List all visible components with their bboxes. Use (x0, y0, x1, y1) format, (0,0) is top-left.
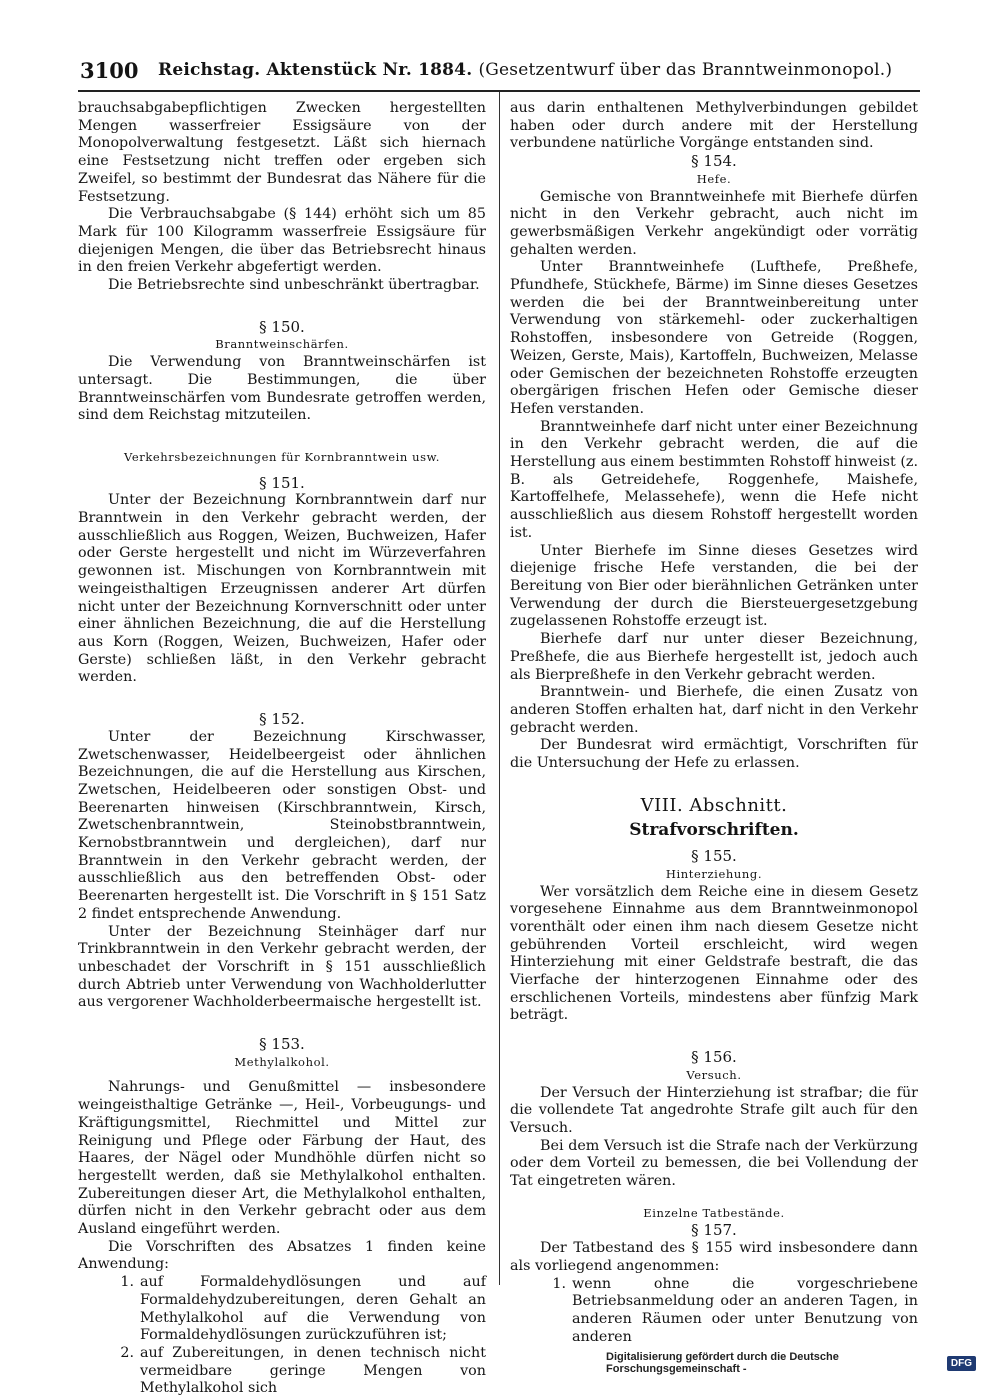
paragraph: Unter der Bezeichnung Kornbranntwein darf nur Branntwein in den Verkehr gebracht werden, der ausschließlich aus Roggen, Weizen, Buchweizen, Hafer oder Gerste hergestellt und nicht im Würzeverfahren gewonnen ist. Mischungen von Kornbranntwein mit weingeisthaltigen Erzeugnissen anderer Art dürfen nicht unter der Bezeichnung Kornverschnitt oder unter einer ähnlichen Bezeichnung, die auf die Herstellung aus Korn (Roggen, Weizen, Buchweizen, Hafer oder Gerste) schließen läßt, in den Verkehr gebracht werden. (78, 492, 486, 686)
list-item-number: 2. (120, 1345, 134, 1361)
paragraph: Unter der Bezeichnung Steinhäger darf nur Trinkbranntwein in den Verkehr gebracht werden, der unbeschadet der Vorschrift in § 151 ausschließlich durch Abtrieb unter Verwendung von Wachholderlutter aus vergorener Wachholderbeermaische hergestellt ist. (78, 923, 486, 1011)
section-heading-151: § 151. (259, 473, 305, 492)
left-column (78, 100, 486, 1398)
list-item-number: 1. (120, 1274, 134, 1291)
right-column (510, 100, 918, 1346)
list-item-text: auf Formaldehydlösungen und auf Formaldehydzubereitungen, deren Gehalt an Methylalkohol auf die Verwendung von Formaldehydlösungen zurückzuführen ist; (140, 1274, 486, 1344)
running-header (78, 56, 920, 92)
paragraph: Unter Bierhefe im Sinne dieses Gesetzes wird diejenige frische Hefe verstanden, die bei der Bereitung von Bier oder bierähnlichen Getränken unter Verwendung der durch die Biersteuergesetzgebung zugelassenen Rohstoffe erzeugt ist. (510, 542, 918, 630)
paragraph: Bei dem Versuch ist die Strafe nach der Verkürzung oder dem Vorteil zu bemessen, die bei Vollendung der Tat eingetreten wären. (510, 1137, 918, 1190)
section-heading-154: § 154. (691, 152, 737, 171)
section-heading-156: § 156. (691, 1048, 737, 1067)
list-item-number: 1. (552, 1275, 566, 1292)
paragraph: Wer vorsätzlich dem Reiche eine in diesem Gesetz vorgesehene Einnahme aus dem Branntweinmonopol vorenthält oder einen ihm nach diesem Gesetze nicht gebührenden Vorteil erschleicht, wird wegen Hinterziehung mit einer Geldstrafe bestraft, die das Vierfache der hinterzogenen Einnahme oder des erschlichenen Vorteils, mindestens aber fünfzig Mark beträgt. (510, 883, 918, 1024)
paragraph: Die Vorschriften des Absatzes 1 finden keine Anwendung: (78, 1238, 486, 1273)
paragraph: Unter Branntweinhefe (Lufthefe, Preßhefe, Pfundhefe, Stückhefe, Bärme) im Sinne dieses Gesetzes werden die bei der Branntweinbereitung unter Verwendung von stärkemehl- oder zuckerhaltigen Rohstoffen, insbesondere von Getreide (Roggen, Weizen, Gerste, Mais), Kartoffeln, Buchweizen, Melasse oder Gemischen der bezeichneten Rohstoffe erzeugten obergärigen frischen Hefen oder Gemische dieser Hefen verstanden. (510, 259, 918, 417)
paragraph: Der Bundesrat wird ermächtigt, Vorschriften für die Untersuchung der Hefe zu erlassen. (510, 737, 918, 772)
section-heading-155: § 155. (691, 847, 737, 866)
paragraph: aus darin enthaltenen Methylverbindungen gebildet haben oder durch andere mit der Herstellung verbundene natürliche Vorgänge entstanden sind. (510, 100, 918, 152)
page-number: 3100 (80, 58, 139, 83)
list-item (510, 1276, 918, 1347)
paragraph: Der Versuch der Hinterziehung ist strafbar; die für die vollendete Tat angedrohte Strafe gilt auch für den Versuch. (510, 1084, 918, 1136)
section-heading-152: § 152. (259, 710, 305, 729)
section-subtitle: Hinterziehung. (665, 866, 763, 881)
running-title (158, 60, 892, 80)
paragraph: Der Tatbestand des § 155 wird insbesondere dann als vorliegend angenommen: (510, 1240, 918, 1274)
section-subtitle: Versuch. (686, 1067, 742, 1082)
paragraph: Gemische von Branntweinhefe mit Bierhefe dürfen nicht in den Verkehr gebracht, auch nicht im gewerbsmäßigen Verkehr angekündigt oder vorrätig gehalten werden. (510, 188, 918, 258)
paragraph: Branntwein- und Bierhefe, die einen Zusatz von anderen Stoffen erhalten hat, darf nicht in den Verkehr gebracht werden. (510, 684, 918, 736)
paragraph: Unter der Bezeichnung Kirschwasser, Zwetschenwasser, Heidelbeergeist oder ähnlichen Bezeichnungen, die auf die Herstellung aus Kirschen, Zwetschen, Heidelbeeren oder sonstigen Obst- und Beerenarten hinweisen (Kirschbranntwein, Kirsch, Zwetschenbranntwein, Steinobstbranntwein, Kernobstbranntwein und dergleichen), darf nur Branntwein in den Verkehr gebracht werden, der ausschließlich aus den betreffenden Obst- oder Beerenarten hergestellt ist. Die Vorschrift in § 151 Satz 2 findet entsprechende Anwendung. (78, 728, 486, 922)
list-item (78, 1274, 486, 1345)
running-title-tail: (Gesetzentwurf über das Branntweinmonopol.) (478, 60, 893, 80)
list-item (78, 1345, 486, 1398)
section-heading-153: § 153. (259, 1035, 305, 1054)
group-heading: Einzelne Tatbestände. (643, 1205, 785, 1220)
paragraph: Nahrungs- und Genußmittel — insbesondere weingeisthaltige Getränke —, Heil-, Vorbeugungs- und Kräftigungsmittel, Riechmittel und Mittel zur Reinigung und Pflege oder Färbung der Haut, des Haares, der Nägel oder Mundhöhle dürfen nicht so hergestellt werden, daß sie Methylalkohol enthalten. Zubereitungen dieser Art, die Methylalkohol enthalten, dürfen nicht in den Verkehr gebracht oder aus dem Ausland eingeführt werden. (78, 1079, 486, 1238)
paragraph: Die Betriebsrechte sind unbeschränkt übertragbar. (108, 277, 480, 294)
section-subtitle: Hefe. (696, 171, 732, 186)
paragraph: Bierhefe darf nur unter dieser Bezeichnung, Preßhefe, die aus Bierhefe hergestellt ist, jedoch auch als Bierpreßhefe in den Verkehr gebracht werden. (510, 631, 918, 683)
section-heading-150: § 150. (259, 317, 305, 336)
chapter-heading: VIII. Abschnitt. (640, 794, 788, 816)
credit-text: Digitalisierung gefördert durch die Deutsche Forschungsgemeinschaft - (606, 1351, 839, 1375)
paragraph: Die Verwendung von Branntweinschärfen ist untersagt. Die Bestimmungen, die über Branntweinschärfen vom Bundesrate getroffen werden, sind dem Reichstag mitzuteilen. (78, 354, 486, 424)
section-subtitle: Methylalkohol. (234, 1054, 330, 1069)
section-subtitle: Branntweinschärfen. (215, 337, 349, 352)
paragraph: brauchsabgabepflichtigen Zwecken hergestellten Mengen wasserfreier Essigsäure von der Monopolverwaltung festgesetzt. Läßt sich hiernach eine Festsetzung nicht treffen oder ergeben sich Zweifel, so bestimmt der Bundesrat das Nähere für die Festsetzung. (78, 100, 486, 205)
chapter-title: Strafvorschriften. (629, 820, 799, 841)
running-title-main: Reichstag. Aktenstück Nr. 1884. (158, 60, 473, 80)
list-item-text: wenn ohne die vorgeschriebene Betriebsanmeldung oder an anderen Tagen, in anderen Räumen oder unter Benutzung von anderen (572, 1275, 918, 1345)
paragraph: Branntweinhefe darf nicht unter einer Bezeichnung in den Verkehr gebracht werden, die auf die Herstellung aus einem bestimmten Rohstoff hinweist (z. B. als Getreidehefe, Roggenhefe, Maishefe, Kartoffelhefe, Melassehefe), wenn die Hefe nicht ausschließlich aus diesem Rohstoff hergestellt worden ist. (510, 418, 918, 541)
dfg-logo: DFG (947, 1356, 976, 1371)
column-divider (499, 92, 500, 1285)
section-heading-157: § 157. (691, 1221, 737, 1240)
group-heading: Verkehrsbezeichnungen für Kornbranntwein usw. (123, 449, 441, 464)
paragraph: Die Verbrauchsabgabe (§ 144) erhöht sich um 85 Mark für 100 Kilogramm wasserfreie Essigsäure für diejenigen Mengen, die über das Betriebsrecht hinaus in den freien Verkehr abgefertigt werden. (78, 206, 486, 276)
digitization-credit (606, 1353, 976, 1373)
list-item-text: auf Zubereitungen, in denen technisch nicht vermeidbare geringe Mengen von Methylalkohol sich (140, 1345, 486, 1397)
